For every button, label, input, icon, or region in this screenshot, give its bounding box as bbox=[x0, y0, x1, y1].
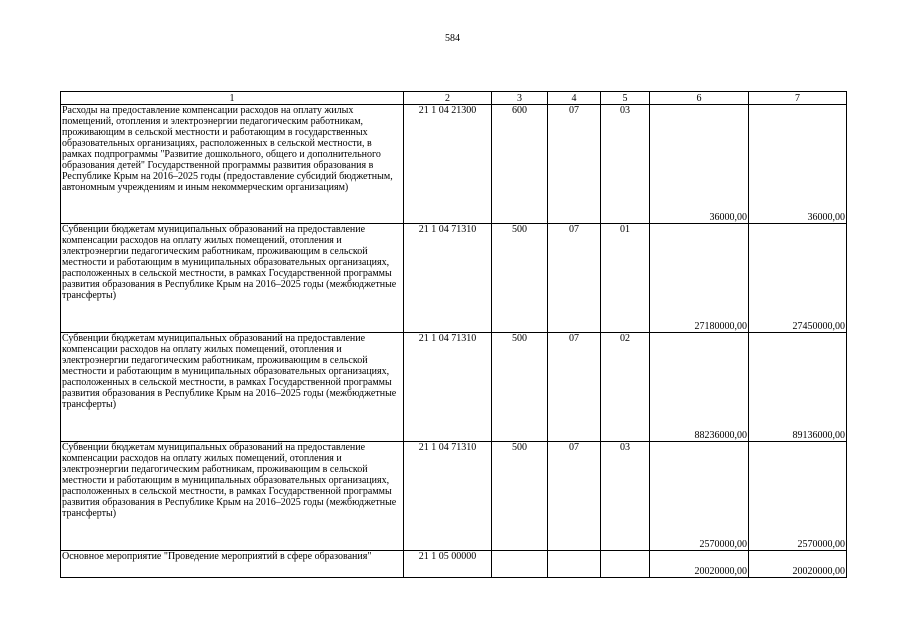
row-col4: 07 bbox=[548, 333, 601, 442]
row-description: Расходы на предоставление компенсации расходов на оплату жилых помещений, отопления и электроэнергии педагогическим работникам, проживающим в сельской местности и работающим в государственных образовательных организациях, расположенных в сельской местности, в рамках подпрограммы "Развитие дошкольного, общего и дополнительного образования детей" Государственной программы развития образования в Республике Крым на 2016–2025 годы (предоставление субсидий бюджетным, автономным учреждениям и иным некоммерческим организациям) bbox=[61, 105, 404, 224]
row-code: 21 1 04 21300 bbox=[404, 105, 492, 224]
row-amount-6: 2570000,00 bbox=[650, 442, 749, 551]
row-col5: 01 bbox=[601, 224, 650, 333]
row-amount-6: 36000,00 bbox=[650, 105, 749, 224]
row-col3: 500 bbox=[492, 442, 548, 551]
column-header-3: 3 bbox=[492, 92, 548, 105]
column-header-1: 1 bbox=[61, 92, 404, 105]
row-amount-7: 2570000,00 bbox=[749, 442, 847, 551]
row-col5: 03 bbox=[601, 442, 650, 551]
row-col5: 03 bbox=[601, 105, 650, 224]
table-header-row bbox=[61, 92, 847, 105]
row-col4 bbox=[548, 551, 601, 578]
row-code: 21 1 04 71310 bbox=[404, 333, 492, 442]
page-number: 584 bbox=[445, 33, 460, 44]
row-col5: 02 bbox=[601, 333, 650, 442]
table-row bbox=[61, 333, 847, 442]
table-row bbox=[61, 105, 847, 224]
row-amount-6: 88236000,00 bbox=[650, 333, 749, 442]
row-amount-6: 27180000,00 bbox=[650, 224, 749, 333]
row-code: 21 1 05 00000 bbox=[404, 551, 492, 578]
column-header-5: 5 bbox=[601, 92, 650, 105]
row-col3: 500 bbox=[492, 333, 548, 442]
row-amount-7: 36000,00 bbox=[749, 105, 847, 224]
row-col4: 07 bbox=[548, 442, 601, 551]
row-col5 bbox=[601, 551, 650, 578]
column-header-6: 6 bbox=[650, 92, 749, 105]
row-amount-7: 89136000,00 bbox=[749, 333, 847, 442]
row-col4: 07 bbox=[548, 224, 601, 333]
table-row bbox=[61, 551, 847, 578]
row-code: 21 1 04 71310 bbox=[404, 442, 492, 551]
column-header-2: 2 bbox=[404, 92, 492, 105]
row-description: Субвенции бюджетам муниципальных образований на предоставление компенсации расходов на оплату жилых помещений, отопления и электроэнергии педагогическим работникам, проживающим в сельской местности и работающим в муниципальных образовательных организациях, расположенных в сельской местности, в рамках Государственной программы развития образования в Республике Крым на 2016–2025 годы (межбюджетные трансферты) bbox=[61, 442, 404, 551]
row-amount-6: 20020000,00 bbox=[650, 551, 749, 578]
row-description: Субвенции бюджетам муниципальных образований на предоставление компенсации расходов на оплату жилых помещений, отопления и электроэнергии педагогическим работникам, проживающим в сельской местности и работающим в муниципальных образовательных организациях, расположенных в сельской местности, в рамках Государственной программы развития образования в Республике Крым на 2016–2025 годы (межбюджетные трансферты) bbox=[61, 224, 404, 333]
column-header-4: 4 bbox=[548, 92, 601, 105]
budget-table bbox=[60, 91, 847, 578]
row-description: Субвенции бюджетам муниципальных образований на предоставление компенсации расходов на оплату жилых помещений, отопления и электроэнергии педагогическим работникам, проживающим в сельской местности и работающим в муниципальных образовательных организациях, расположенных в сельской местности, в рамках Государственной программы развития образования в Республике Крым на 2016–2025 годы (межбюджетные трансферты) bbox=[61, 333, 404, 442]
row-col3: 600 bbox=[492, 105, 548, 224]
row-description: Основное мероприятие "Проведение мероприятий в сфере образования" bbox=[61, 551, 404, 578]
row-col3: 500 bbox=[492, 224, 548, 333]
column-header-7: 7 bbox=[749, 92, 847, 105]
row-amount-7: 27450000,00 bbox=[749, 224, 847, 333]
table-row bbox=[61, 442, 847, 551]
row-col3 bbox=[492, 551, 548, 578]
row-amount-7: 20020000,00 bbox=[749, 551, 847, 578]
table-row bbox=[61, 224, 847, 333]
row-code: 21 1 04 71310 bbox=[404, 224, 492, 333]
row-col4: 07 bbox=[548, 105, 601, 224]
